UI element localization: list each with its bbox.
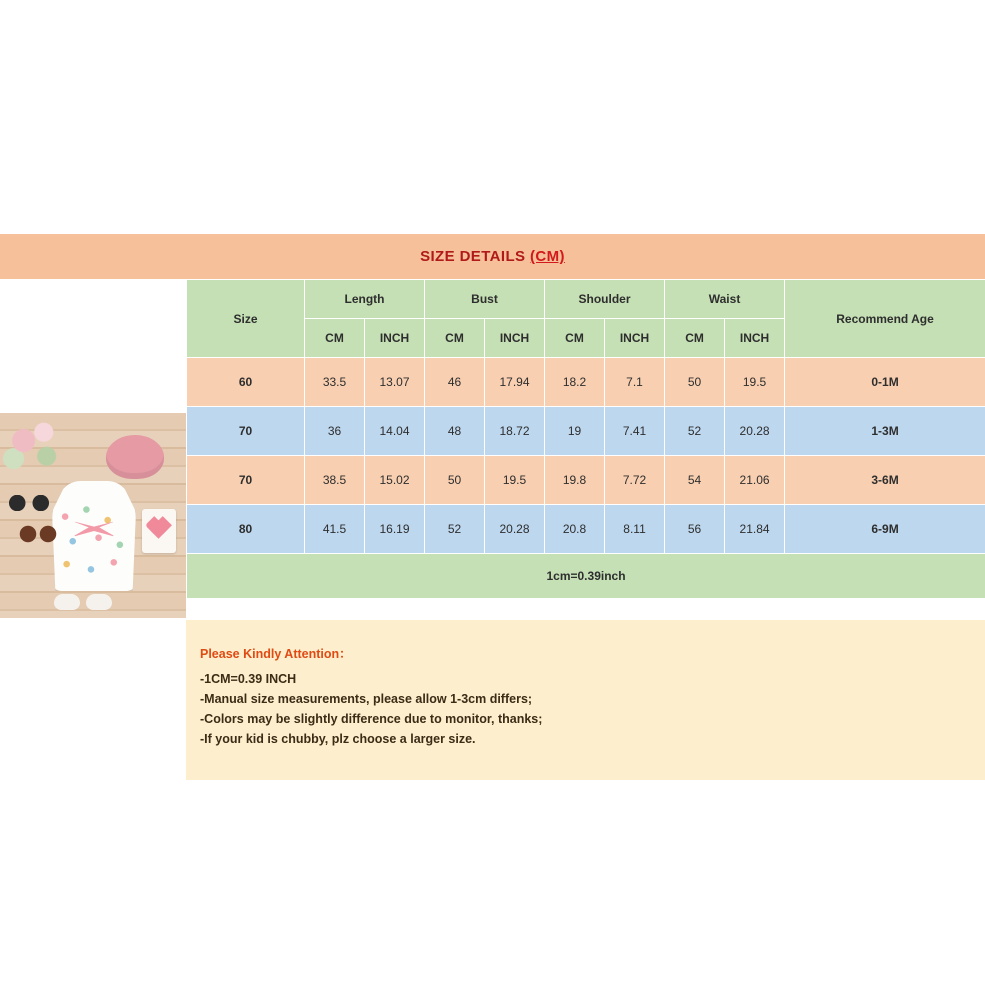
page-title-main: SIZE DETAILS — [420, 248, 530, 265]
cell-length-cm: 36 — [305, 407, 365, 456]
cell-length-cm: 33.5 — [305, 358, 365, 407]
header-recommend-age: Recommend Age — [785, 280, 985, 358]
cell-waist-cm: 52 — [665, 407, 725, 456]
cell-shoulder-cm: 18.2 — [545, 358, 605, 407]
table-row — [187, 407, 985, 456]
cell-waist-cm: 54 — [665, 456, 725, 505]
cell-bust-cm: 46 — [425, 358, 485, 407]
cell-waist-inch: 21.84 — [725, 505, 785, 554]
cell-size: 80 — [187, 505, 305, 554]
product-photo — [0, 413, 186, 618]
conversion-note: 1cm=0.39inch — [187, 554, 985, 599]
header-shoulder-cm: CM — [545, 319, 605, 358]
cell-length-inch: 14.04 — [365, 407, 425, 456]
sun-hat-icon — [106, 435, 164, 479]
shoe-left-icon — [54, 594, 80, 610]
header-waist: Waist — [665, 280, 785, 319]
heart-card-icon — [142, 509, 176, 553]
cell-length-cm: 41.5 — [305, 505, 365, 554]
header-length: Length — [305, 280, 425, 319]
cell-shoulder-cm: 20.8 — [545, 505, 605, 554]
page-title-unit: (CM) — [530, 248, 565, 265]
cell-waist-cm: 56 — [665, 505, 725, 554]
cell-length-inch: 16.19 — [365, 505, 425, 554]
cell-shoulder-cm: 19.8 — [545, 456, 605, 505]
attention-line: -If your kid is chubby, plz choose a larger size. — [200, 732, 476, 746]
cell-waist-inch: 21.06 — [725, 456, 785, 505]
cell-waist-inch: 20.28 — [725, 407, 785, 456]
cell-bust-cm: 48 — [425, 407, 485, 456]
table-row — [187, 358, 985, 407]
cell-shoulder-cm: 19 — [545, 407, 605, 456]
attention-line: -Colors may be slightly difference due to monitor, thanks; — [200, 712, 543, 726]
header-length-cm: CM — [305, 319, 365, 358]
cell-shoulder-inch: 8.11 — [605, 505, 665, 554]
header-bust-cm: CM — [425, 319, 485, 358]
cell-length-inch: 15.02 — [365, 456, 425, 505]
cell-bust-inch: 20.28 — [485, 505, 545, 554]
cell-shoulder-inch: 7.72 — [605, 456, 665, 505]
size-details-banner — [0, 234, 985, 279]
header-waist-inch: INCH — [725, 319, 785, 358]
header-bust: Bust — [425, 280, 545, 319]
cell-recommend-age: 6-9M — [785, 505, 985, 554]
cell-shoulder-inch: 7.41 — [605, 407, 665, 456]
cell-bust-inch: 19.5 — [485, 456, 545, 505]
sunglasses-icon — [8, 495, 50, 511]
cell-bust-inch: 18.72 — [485, 407, 545, 456]
attention-title: Please Kindly Attention： — [200, 647, 352, 661]
header-shoulder: Shoulder — [545, 280, 665, 319]
table-row — [187, 505, 985, 554]
cell-recommend-age: 1-3M — [785, 407, 985, 456]
size-table-wrapper — [186, 279, 985, 599]
cell-waist-inch: 19.5 — [725, 358, 785, 407]
header-size: Size — [187, 280, 305, 358]
cell-waist-cm: 50 — [665, 358, 725, 407]
cell-length-cm: 38.5 — [305, 456, 365, 505]
flowers-decor-icon — [2, 419, 74, 479]
cell-length-inch: 13.07 — [365, 358, 425, 407]
size-table — [186, 279, 985, 599]
cell-size: 70 — [187, 407, 305, 456]
heart-print-icon — [56, 499, 132, 587]
header-shoulder-inch: INCH — [605, 319, 665, 358]
header-waist-cm: CM — [665, 319, 725, 358]
table-group-header-row — [187, 280, 985, 319]
cell-bust-inch: 17.94 — [485, 358, 545, 407]
cell-shoulder-inch: 7.1 — [605, 358, 665, 407]
cell-recommend-age: 0-1M — [785, 358, 985, 407]
cell-recommend-age: 3-6M — [785, 456, 985, 505]
table-row — [187, 456, 985, 505]
header-bust-inch: INCH — [485, 319, 545, 358]
attention-notes-panel — [186, 620, 985, 780]
cell-size: 60 — [187, 358, 305, 407]
attention-line: -Manual size measurements, please allow 1-3cm differs; — [200, 692, 533, 706]
table-conversion-row — [187, 554, 985, 599]
cell-bust-cm: 50 — [425, 456, 485, 505]
attention-line: -1CM=0.39 INCH — [200, 672, 297, 686]
header-length-inch: INCH — [365, 319, 425, 358]
cell-bust-cm: 52 — [425, 505, 485, 554]
page-title — [420, 248, 565, 265]
cell-size: 70 — [187, 456, 305, 505]
shoe-right-icon — [86, 594, 112, 610]
wooden-hearts-icon — [18, 523, 58, 545]
